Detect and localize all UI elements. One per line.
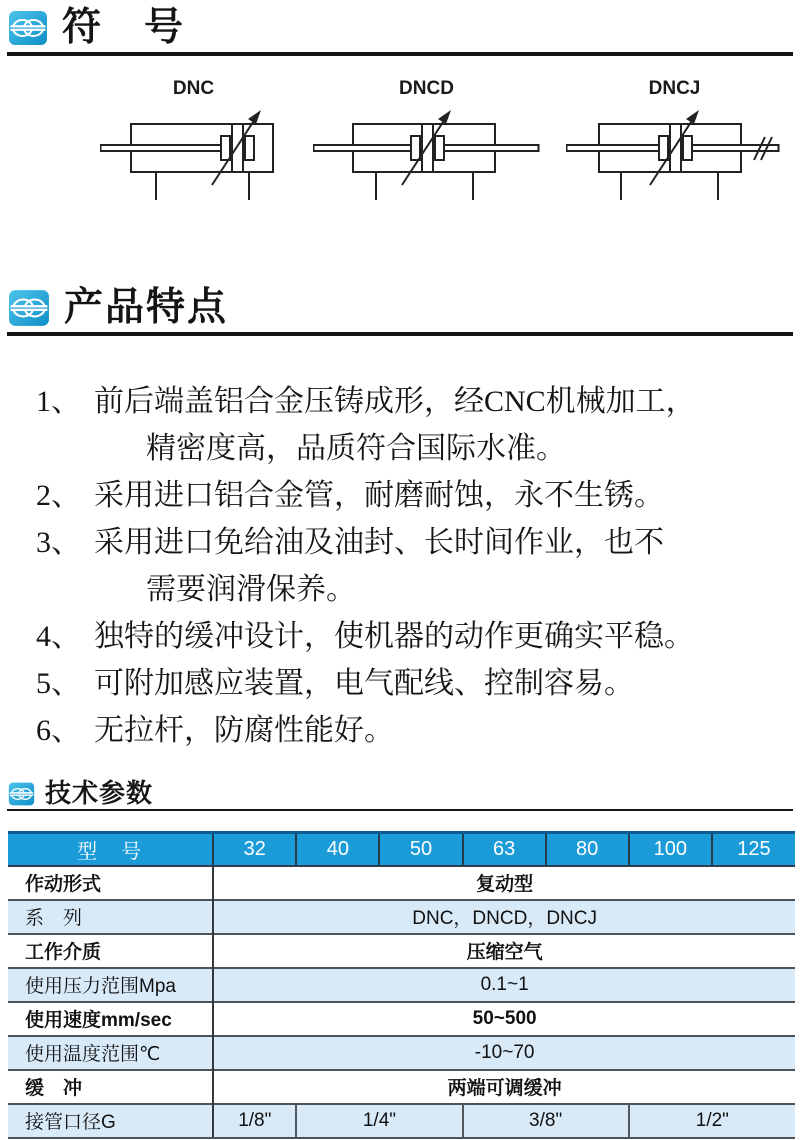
diagram-dncj xyxy=(566,78,783,246)
feature-line xyxy=(36,378,800,425)
row-label: 使用温度范围℃ xyxy=(8,1036,213,1070)
feature-text: 采用进口免给油及油封、长时间作业，也不 xyxy=(94,525,664,559)
row-label: 缓 冲 xyxy=(8,1070,213,1104)
column-header: 125 xyxy=(712,833,795,866)
diagram-dncd xyxy=(313,78,540,246)
features-section-header xyxy=(7,280,793,336)
table-row xyxy=(8,934,795,968)
feature-text: 独特的缓冲设计，使机器的动作更确实平稳。 xyxy=(94,619,694,653)
column-header: 40 xyxy=(296,833,379,866)
section-title-features: 产品特点 xyxy=(64,285,229,329)
feature-line xyxy=(36,519,800,566)
header-model-label: 型 号 xyxy=(8,833,213,866)
diagram-label-dnc: DNC xyxy=(172,77,215,99)
column-header: 32 xyxy=(213,833,296,866)
row-value: -10~70 xyxy=(213,1036,795,1070)
specs-table xyxy=(8,831,795,1139)
table-row xyxy=(8,1036,795,1070)
row-value: 1/2" xyxy=(629,1104,795,1138)
brand-logo-icon xyxy=(8,782,35,806)
feature-number: 1、 xyxy=(36,384,81,418)
feature-text: 采用进口铝合金管，耐磨耐蚀，永不生锈。 xyxy=(94,478,664,512)
row-value: 两端可调缓冲 xyxy=(213,1070,795,1104)
table-row xyxy=(8,1104,795,1138)
row-value: DNC，DNCD，DNCJ xyxy=(213,900,795,934)
dnc-symbol-drawing xyxy=(100,104,287,204)
feature-item xyxy=(36,613,800,660)
feature-text-continued: 精密度高，品质符合国际水准。 xyxy=(146,431,566,465)
feature-list xyxy=(0,378,800,754)
table-row xyxy=(8,968,795,1002)
row-value: 50~500 xyxy=(213,1002,795,1036)
feature-text-continued: 需要润滑保养。 xyxy=(146,572,356,606)
section-title-symbols: 符 号 xyxy=(62,6,186,49)
feature-item xyxy=(36,378,800,472)
row-value: 3/8" xyxy=(463,1104,629,1138)
row-label: 使用速度mm/sec xyxy=(8,1002,213,1036)
diagram-dnc xyxy=(100,78,287,246)
feature-number: 2、 xyxy=(36,478,81,512)
diagram-label-dncd: DNCD xyxy=(399,77,454,99)
row-value: 1/4" xyxy=(296,1104,462,1138)
feature-line xyxy=(36,472,800,519)
feature-number: 3、 xyxy=(36,525,81,559)
table-row xyxy=(8,866,795,900)
feature-item xyxy=(36,660,800,707)
column-header: 63 xyxy=(463,833,546,866)
dncd-symbol-drawing xyxy=(313,104,540,204)
specs-section-header xyxy=(7,772,793,811)
feature-item xyxy=(36,519,800,613)
feature-number: 5、 xyxy=(36,666,81,700)
feature-text: 前后端盖铝合金压铸成形，经CNC机械加工， xyxy=(94,384,696,418)
brand-logo-icon xyxy=(8,10,48,46)
row-label: 系 列 xyxy=(8,900,213,934)
feature-item xyxy=(36,472,800,519)
row-label: 工作介质 xyxy=(8,934,213,968)
diagram-label-dncj: DNCJ xyxy=(648,77,701,99)
column-header: 100 xyxy=(629,833,712,866)
specs-table-head xyxy=(8,833,795,866)
row-value: 1/8" xyxy=(213,1104,296,1138)
row-label: 作动形式 xyxy=(8,866,213,900)
feature-text: 可附加感应装置，电气配线、控制容易。 xyxy=(94,666,634,700)
feature-text: 无拉杆，防腐性能好。 xyxy=(94,713,394,747)
table-row xyxy=(8,900,795,934)
row-label: 使用压力范围Mpa xyxy=(8,968,213,1002)
cylinder-symbol-diagrams xyxy=(0,56,800,246)
column-header: 80 xyxy=(546,833,629,866)
feature-line xyxy=(36,660,800,707)
specs-table-container xyxy=(8,831,794,1139)
dncj-symbol-drawing xyxy=(566,104,783,204)
row-value: 0.1~1 xyxy=(213,968,795,1002)
column-header: 50 xyxy=(379,833,462,866)
feature-line xyxy=(36,613,800,660)
symbols-section-header xyxy=(7,0,793,56)
header-row xyxy=(8,833,795,866)
feature-number: 4、 xyxy=(36,619,81,653)
specs-table-body xyxy=(8,866,795,1138)
feature-number: 6、 xyxy=(36,713,81,747)
row-value: 复动型 xyxy=(213,866,795,900)
row-label: 接管口径G xyxy=(8,1104,213,1138)
feature-item xyxy=(36,707,800,754)
section-title-specs: 技术参数 xyxy=(45,778,154,808)
row-value: 压缩空气 xyxy=(213,934,795,968)
feature-line xyxy=(36,707,800,754)
brand-logo-icon xyxy=(8,289,50,327)
table-row xyxy=(8,1070,795,1104)
table-row xyxy=(8,1002,795,1036)
